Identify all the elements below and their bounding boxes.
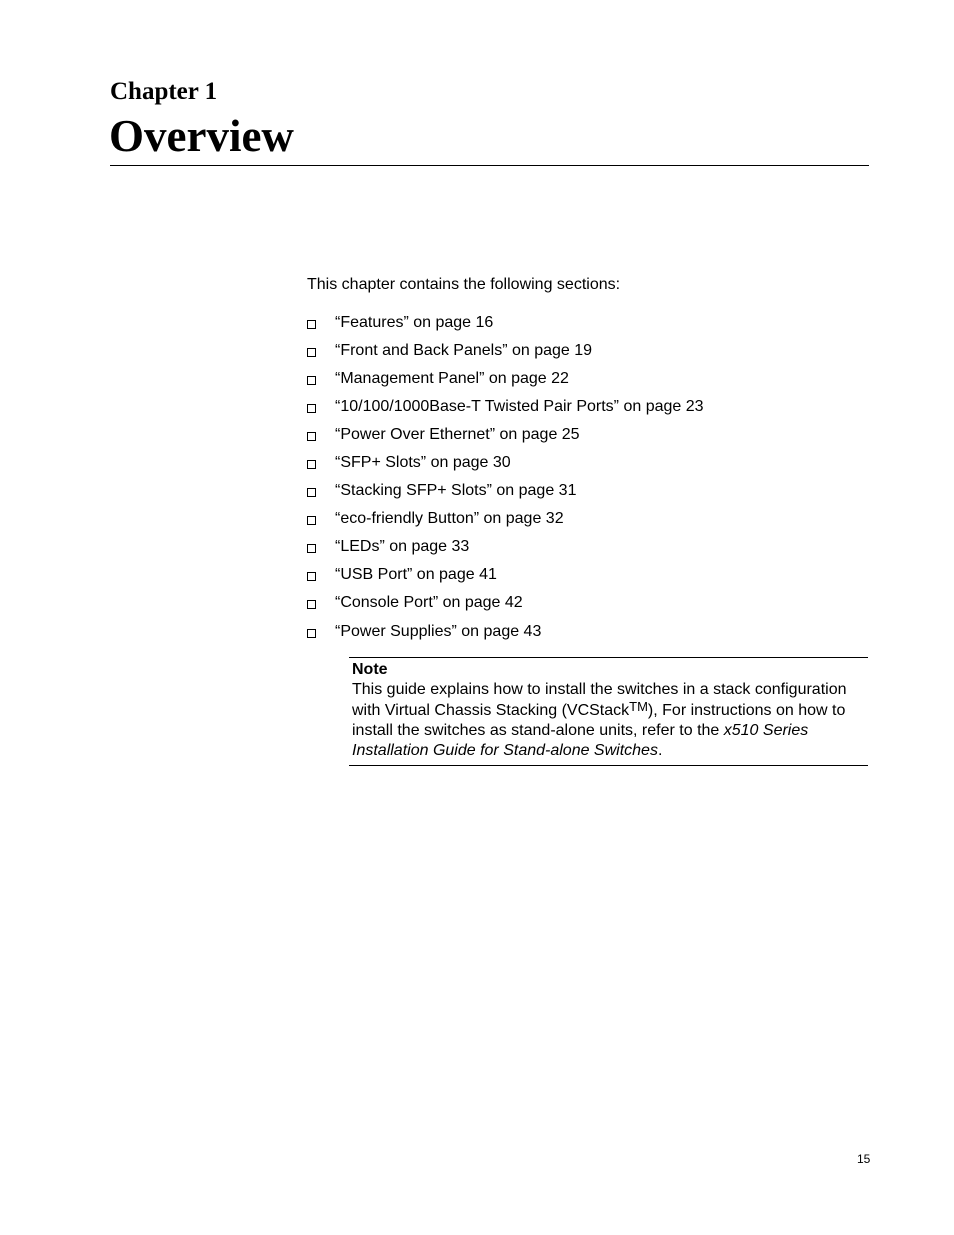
checkbox-bullet-icon: [307, 629, 316, 638]
section-list: [307, 312, 704, 649]
section-item[interactable]: [307, 508, 704, 536]
checkbox-bullet-icon: [307, 432, 316, 441]
chapter-title: Overview: [109, 111, 294, 161]
checkbox-bullet-icon: [307, 320, 316, 329]
title-divider: [110, 165, 869, 166]
section-item[interactable]: [307, 536, 704, 564]
section-item-label[interactable]: “Power Supplies” on page 43: [335, 623, 542, 640]
section-item[interactable]: [307, 480, 704, 508]
section-item-label[interactable]: “Management Panel” on page 22: [335, 370, 569, 387]
section-item-label[interactable]: “LEDs” on page 33: [335, 538, 470, 555]
intro-text: This chapter contains the following sections:: [307, 276, 621, 293]
section-item[interactable]: [307, 564, 704, 592]
note-text-middle: ), For instructions on how to install the switches as stand-alone units, refer to the: [352, 701, 846, 739]
section-item-label[interactable]: “USB Port” on page 41: [335, 566, 497, 583]
checkbox-bullet-icon: [307, 600, 316, 609]
section-item[interactable]: [307, 452, 704, 480]
chapter-label: Chapter 1: [110, 78, 218, 105]
section-item[interactable]: [307, 396, 704, 424]
checkbox-bullet-icon: [307, 376, 316, 385]
section-item[interactable]: [307, 340, 704, 368]
note-text-start: This guide explains how to install the switches in a stack configuration with Virtual Chassis Stacking (VCStack: [352, 681, 847, 719]
section-item[interactable]: [307, 592, 704, 620]
checkbox-bullet-icon: [307, 572, 316, 581]
section-item-label[interactable]: “Console Port” on page 42: [335, 594, 523, 611]
checkbox-bullet-icon: [307, 460, 316, 469]
section-item[interactable]: [307, 312, 704, 340]
checkbox-bullet-icon: [307, 516, 316, 525]
section-item-label[interactable]: “Features” on page 16: [335, 314, 494, 331]
checkbox-bullet-icon: [307, 544, 316, 553]
section-item[interactable]: [307, 424, 704, 452]
section-item-label[interactable]: “SFP+ Slots” on page 30: [335, 454, 511, 471]
checkbox-bullet-icon: [307, 404, 316, 413]
section-item[interactable]: [307, 368, 704, 396]
note-box: [349, 657, 868, 766]
guide-title: x510 Series Installation Guide for Stand-alone Switches: [352, 721, 809, 760]
section-item-label[interactable]: “10/100/1000Base-T Twisted Pair Ports” on page 23: [335, 398, 704, 415]
note-text-end: .: [657, 742, 663, 760]
section-item-label[interactable]: “eco-friendly Button” on page 32: [335, 510, 564, 527]
section-item-label[interactable]: “Power Over Ethernet” on page 25: [335, 426, 580, 443]
section-item[interactable]: [307, 621, 704, 649]
section-item-label[interactable]: “Front and Back Panels” on page 19: [335, 342, 593, 359]
checkbox-bullet-icon: [307, 488, 316, 497]
trademark-mark: TM: [629, 698, 648, 714]
section-item-label[interactable]: “Stacking SFP+ Slots” on page 31: [335, 482, 577, 499]
checkbox-bullet-icon: [307, 348, 316, 357]
note-body: [352, 680, 868, 761]
note-heading: Note: [352, 661, 388, 678]
page-number: 15: [857, 1152, 871, 1166]
